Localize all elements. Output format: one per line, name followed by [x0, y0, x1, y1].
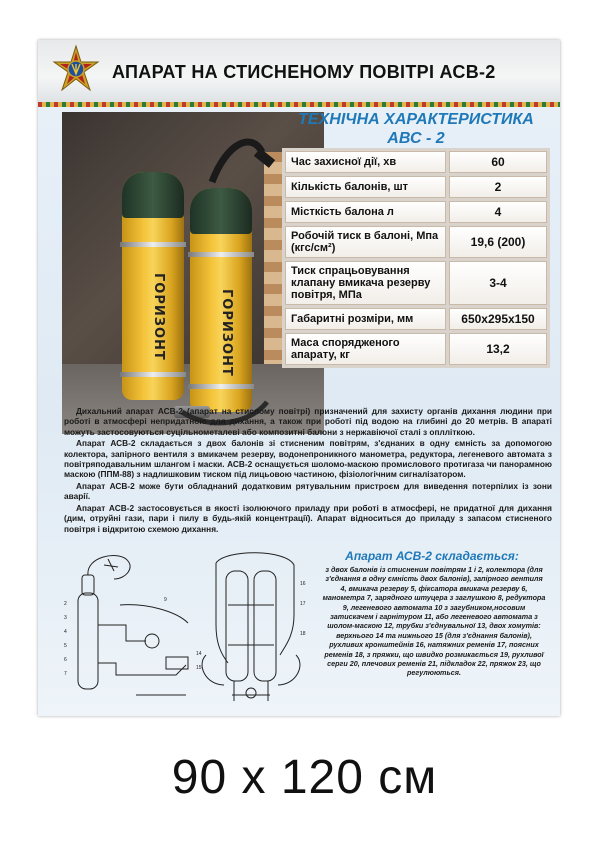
spec-value: 13,2	[449, 333, 547, 365]
spec-label: Час захисної дії, хв	[285, 151, 446, 173]
spec-table	[282, 148, 550, 368]
spec-label: Кількість балонів, шт	[285, 176, 446, 198]
spec-value: 19,6 (200)	[449, 226, 547, 258]
svg-text:2: 2	[64, 601, 67, 607]
size-caption: 90 х 120 см	[171, 751, 438, 804]
svg-text:18: 18	[300, 631, 306, 637]
description-paragraph: Апарат АСВ-2 може бути обладнаний додатковим рятувальним пристроєм для виведення потерпілих із зони аварії.	[64, 481, 552, 502]
description-text	[64, 406, 552, 536]
components-title: Апарат АСВ-2 складається:	[345, 549, 519, 563]
spec-value: 650х295х150	[449, 308, 547, 330]
spec-label: Маса спорядженого апарату, кг	[285, 333, 446, 365]
svg-text:17: 17	[300, 601, 306, 607]
spec-row	[285, 226, 547, 258]
spec-label: Габаритні розміри, мм	[285, 308, 446, 330]
spec-row	[285, 151, 547, 173]
svg-text:6: 6	[64, 657, 67, 663]
ornament-stripe	[38, 102, 560, 107]
spec-label: Тиск спрацьовування клапану вмикача резерву повітря, МПа	[285, 261, 446, 305]
spec-value: 60	[449, 151, 547, 173]
svg-text:14: 14	[196, 651, 202, 657]
emblem-icon	[48, 42, 104, 100]
svg-text:3: 3	[64, 615, 67, 621]
spec-row	[285, 308, 547, 330]
svg-text:7: 7	[64, 671, 67, 677]
components-text: з двох балонів із стисненим повітрям 1 і 2, колектора (для з'єднання в одну ємність двох балонів), запірного вентиля 4, вмикача резерву 5, фіксатора вмикача резерву 6, манометра 7, зарядного штуцера з заглушкою 8, редуктора 9, легеневого автомата 10 з загубником,носовим затискачем і гарнітуром 11, або легеневого автомата з шолом-маскою 12, трубки з'єднувальної 13, двох хомутів: верхнього 14 та нижнього 15 (для з'єднання балонів), рухливих кронштейнів 16, натяжних ременів 17, поясних ременів 18, з пряжки, що швидко розмикається 19, рухливої серги 20, плечових ременів 21, підкладок 22, пряжок 23, що регулюються.	[322, 565, 546, 678]
spec-row	[285, 176, 547, 198]
spec-row	[285, 201, 547, 223]
svg-text:5: 5	[64, 643, 67, 649]
spec-label: Робочій тиск в балоні, Мпа (кгс/см²)	[285, 226, 446, 258]
cylinder-brand-label: ГОРИЗОНТ	[151, 273, 166, 361]
cylinder-brand-label: ГОРИЗОНТ	[219, 289, 234, 377]
spec-value: 3-4	[449, 261, 547, 305]
tech-spec-title: ТЕХНІЧНА ХАРАКТЕРИСТИКА АВС - 2	[298, 111, 534, 147]
spec-label: Місткість балона л	[285, 201, 446, 223]
svg-text:4: 4	[64, 629, 67, 635]
spec-row	[285, 261, 547, 305]
svg-text:9: 9	[164, 597, 167, 603]
poster-title: АПАРАТ НА СТИСНЕНОМУ ПОВІТРІ АСВ-2	[112, 62, 496, 82]
apparatus-schematic-drawing	[56, 545, 310, 710]
svg-text:15: 15	[196, 665, 202, 671]
svg-text:16: 16	[300, 581, 306, 587]
spec-value: 2	[449, 176, 547, 198]
spec-row	[285, 333, 547, 365]
description-paragraph: Апарат АСВ-2 складається з двох балонів зі стисненим повітрям, з'єднаних в одну ємність за допомогою колектора, запірного вентиля з вмикачем резерву, водонепроникного манометра, редуктора, легеневого автомата з повітряподавальним шлангом і маски. АСВ-2 оснащується шоломо-маскою промислового протигаза чи панорамною маскою (ППМ-88) з надлишковим тиском під лицьовою частиною, фізіологічним сигналізатором.	[64, 438, 552, 480]
description-paragraph: Апарат АСВ-2 застосовується в якості ізолюючого приладу при роботі в атмосфері, не придатної для дихання (дим, отруйні гази, пари і пилу в будь-якій концентрації). Апарат відноситься до приладу з запасом стисненого повітря і відкритою схемою дихання.	[64, 503, 552, 534]
description-paragraph: Дихальний апарат АСВ-2 (апарат на стислому повітрі) призначений для захисту органів дихання людини при роботі в атмосфері непридатною для дихання, а також при роботі під водою на глибині до 20 метрів. В апараті можуть застосовуються суцільнометалеві або композитні балони з нержавіючої сталі з оплліткою.	[64, 406, 552, 437]
spec-value: 4	[449, 201, 547, 223]
poster	[38, 40, 560, 716]
